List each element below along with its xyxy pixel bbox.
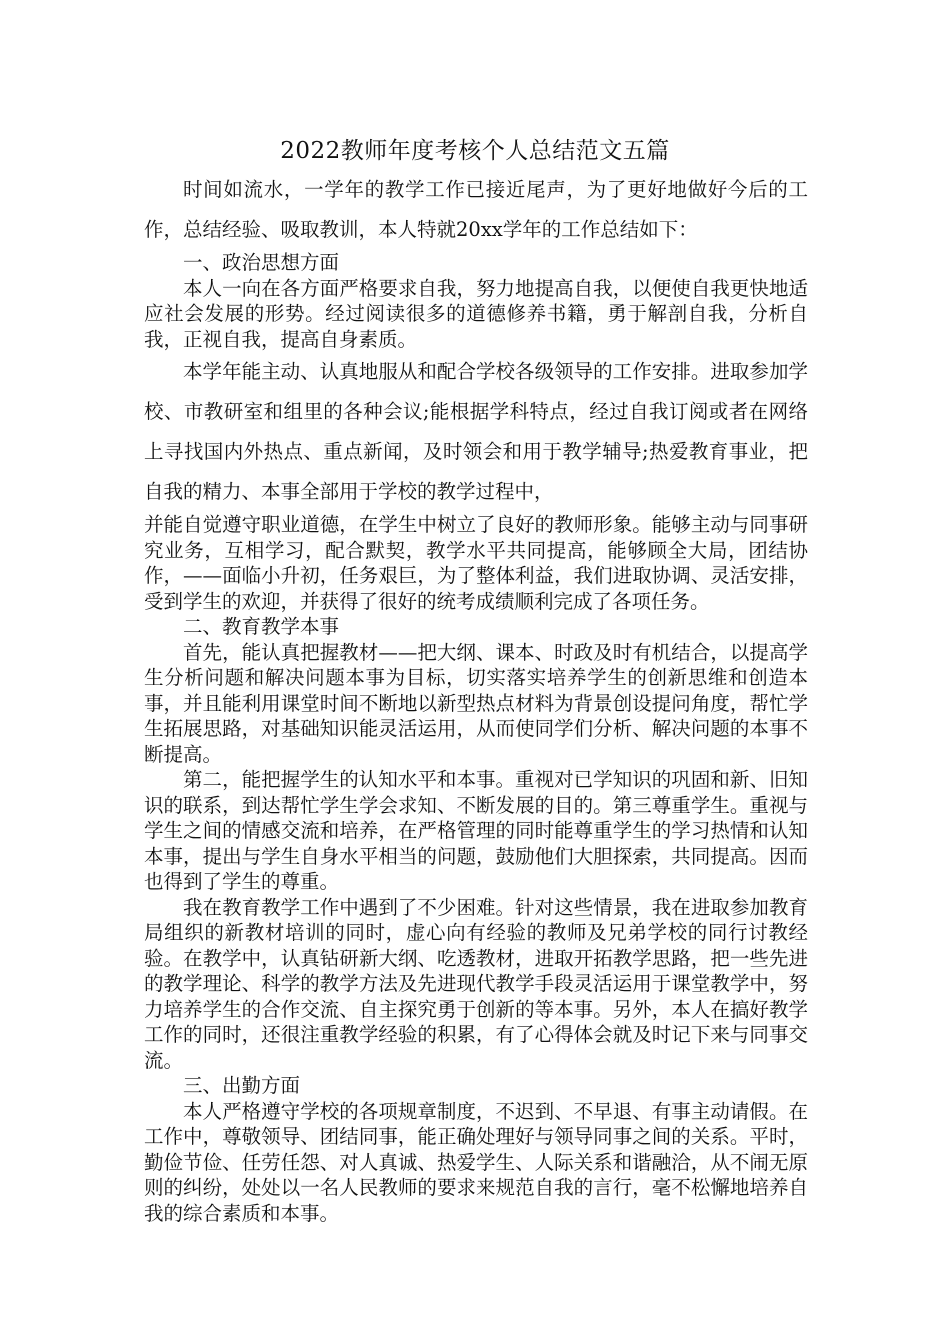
paragraph-self-requirement: 本人一向在各方面严格要求自我，努力地提高自我，以便使自我更快地适应社会发展的形势。经过阅读很多的道德修养书籍，勇于解剖自我，分析自我，正视自我，提高自身素质。	[144, 276, 808, 351]
document-title: 2022教师年度考核个人总结范文五篇	[280, 138, 670, 164]
paragraph-first-textbook: 首先，能认真把握教材——把大纲、课本、时政及时有机结合，以提高学生分析问题和解决问题本事为目标，切实落实培养学生的创新思维和创造本事，并且能利用课堂时间不断地以新型热点材料为背景创设提问角度，帮忙学生拓展思路，对基础知识能灵活运用，从而使同学们分析、解决问题的本事不断提高。	[144, 640, 808, 766]
intro-paragraph: 时间如流水，一学年的教学工作已接近尾声，为了更好地做好今后的工作，总结经验、吸取教训，本人特就20xx学年的工作总结如下：	[144, 178, 808, 241]
paragraph-attendance: 本人严格遵守学校的各项规章制度，不迟到、不早退、有事主动请假。在工作中，尊敬领导、团结同事，能正确处理好与领导同事之间的关系。平时，勤俭节俭、任劳任怨、对人真诚、热爱学生、人际关系和谐融洽，从不闹无原则的纠纷，处处以一名人民教师的要求来规范自我的言行，毫不松懈地培养自我的综合素质和本事。	[144, 1099, 808, 1225]
paragraph-difficulties: 我在教育教学工作中遇到了不少困难。针对这些情景，我在进取参加教育局组织的新教材培训的同时，虚心向有经验的教师及兄弟学校的同行讨教经验。在教学中，认真钻研新大纲、吃透教材，进取开拓教学思路，把一些先进的教学理论、科学的教学方法及先进现代教学手段灵活运用于课堂教学中，努力培养学生的合作交流、自主探究勇于创新的等本事。另外，本人在搞好教学工作的同时，还很注重教学经验的积累，有了心得体会就及时记下来与同事交流。	[144, 895, 808, 1072]
paragraph-work-arrangement-continued: 并能自觉遵守职业道德，在学生中树立了良好的教师形象。能够主动与同事研究业务，互相学习，配合默契，教学水平共同提高，能够顾全大局，团结协作，——面临小升初，任务艰巨，为了整体利益，我们进取协调、灵活安排，受到学生的欢迎，并获得了很好的统考成绩顺利完成了各项任务。	[144, 513, 808, 613]
section-heading-politics: 一、政治思想方面	[183, 251, 340, 274]
document-body	[144, 170, 808, 1226]
section-heading-teaching: 二、教育教学本事	[183, 615, 340, 638]
paragraph-work-arrangement: 本学年能主动、认真地服从和配合学校各级领导的工作安排。进取参加学校、市教研室和组里的各种会议;能根据学科特点，经过自我订阅或者在网络上寻找国内外热点、重点新闻，及时领会和用于教学辅导;热爱教育事业，把自我的精力、本事全部用于学校的教学过程中，	[144, 360, 808, 503]
paragraph-second-students: 第二，能把握学生的认知水平和本事。重视对已学知识的巩固和新、旧知识的联系，到达帮忙学生学会求知、不断发展的目的。第三尊重学生。重视与学生之间的情感交流和培养，在严格管理的同时能尊重学生的学习热情和认知本事，提出与学生自身水平相当的问题，鼓励他们大胆探索，共同提高。因而也得到了学生的尊重。	[144, 768, 808, 893]
section-heading-attendance: 三、出勤方面	[183, 1074, 301, 1097]
